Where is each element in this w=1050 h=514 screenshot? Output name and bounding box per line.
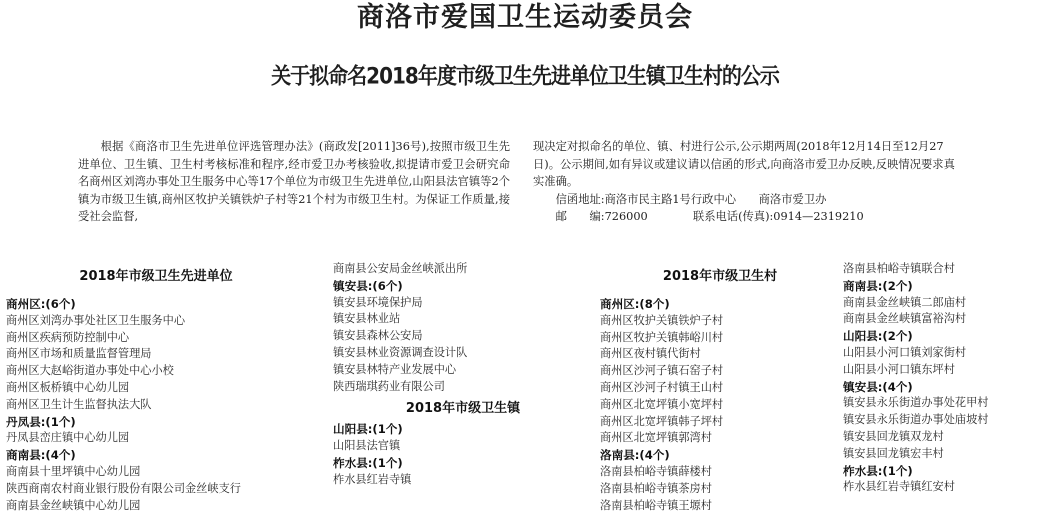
list-item: 商南县金丝峡镇中心幼儿园 bbox=[6, 498, 141, 512]
county-group-heading: 商州区:(8个) bbox=[600, 297, 670, 311]
list-item: 洛南县柏峪寺镇王塬村 bbox=[600, 498, 712, 512]
mailing-address: 信函地址:商洛市民主路1号行政中心 商洛市爱卫办 bbox=[555, 192, 827, 206]
list-item: 柞水县红岩寺镇 bbox=[333, 472, 412, 486]
list-item: 商州区刘湾办事处社区卫生服务中心 bbox=[6, 313, 186, 327]
intro-text: 根据《商洛市卫生先进单位评选管理办法》(商政发[2011]36号),按照市级卫生先进单位、卫生镇、卫生村考核标准和程序,经市爱卫办考核验收,拟提请市爱卫会研究命名商州区刘湾办事处卫生服务中心等17个单位为市级卫生先进单位,山阳县法官镇等2个镇为市级卫生镇,商州区牧护关镇铁炉子村等21个村为市级卫生村。为保证工作质量,接受社会监督, bbox=[78, 140, 510, 224]
list-column-3 bbox=[600, 261, 840, 514]
section-heading: 2018年市级卫生镇 bbox=[405, 401, 521, 417]
intro-paragraph-left bbox=[78, 138, 510, 226]
list-item: 商州区板桥镇中心幼儿园 bbox=[6, 380, 130, 394]
list-item: 商南县金丝峡镇富裕沟村 bbox=[843, 312, 967, 326]
list-item: 镇安县林业资源调查设计队 bbox=[333, 345, 468, 359]
list-item: 洛南县柏峪寺镇茶房村 bbox=[600, 481, 712, 495]
list-item: 商州区北宽坪镇郭湾村 bbox=[600, 431, 712, 445]
list-item: 商南县十里坪镇中心幼儿园 bbox=[6, 464, 141, 478]
list-item: 山阳县法官镇 bbox=[333, 439, 401, 453]
list-item: 洛南县柏峪寺镇薛楼村 bbox=[600, 464, 712, 478]
list-item: 商州区大赵峪街道办事处中心小校 bbox=[6, 364, 174, 378]
list-item: 商州区卫生计生监督执法大队 bbox=[6, 397, 152, 411]
county-group-heading: 柞水县:(1个) bbox=[843, 463, 913, 478]
county-group-heading: 商南县:(2个) bbox=[843, 278, 913, 293]
list-item: 镇安县林特产业发展中心 bbox=[333, 362, 457, 376]
list-item: 商州区牧护关镇韩峪川村 bbox=[600, 330, 724, 344]
section-heading: 2018年市级卫生村 bbox=[662, 269, 778, 284]
page-title: 关于拟命名2018年度市级卫生先进单位卫生镇卫生村的公示 bbox=[271, 62, 779, 90]
county-group-heading: 山阳县:(2个) bbox=[843, 329, 913, 344]
list-item: 镇安县永乐街道办事处花甲村 bbox=[843, 396, 989, 410]
intro-paragraph-right bbox=[533, 138, 963, 226]
county-group-heading: 镇安县:(6个) bbox=[333, 278, 403, 293]
list-item: 镇安县永乐街道办事处庙坡村 bbox=[843, 413, 989, 427]
list-item: 镇安县森林公安局 bbox=[333, 329, 423, 343]
list-item: 商州区牧护关镇铁炉子村 bbox=[600, 313, 724, 327]
section-heading: 2018年市级卫生先进单位 bbox=[79, 269, 233, 284]
county-group-heading: 山阳县:(1个) bbox=[333, 422, 403, 437]
list-item: 商州区市场和质量监督管理局 bbox=[6, 347, 152, 361]
list-column-1 bbox=[6, 261, 306, 514]
county-group-heading: 镇安县:(4个) bbox=[843, 379, 913, 394]
list-column-2 bbox=[333, 261, 593, 489]
county-group-heading: 柞水县:(1个) bbox=[333, 455, 403, 470]
county-group-heading: 商州区:(6个) bbox=[6, 297, 76, 311]
list-item: 商州区夜村镇代街村 bbox=[600, 347, 701, 361]
list-item: 陕西瑞琪药业有限公司 bbox=[333, 379, 445, 393]
list-item: 镇安县林业站 bbox=[333, 312, 401, 326]
list-item: 镇安县回龙镇宏丰村 bbox=[843, 446, 944, 460]
county-group-heading: 商南县:(4个) bbox=[6, 448, 76, 463]
list-item: 商南县金丝峡镇二郎庙村 bbox=[843, 295, 967, 309]
list-item: 柞水县红岩寺镇红安村 bbox=[843, 480, 955, 494]
list-item: 商州区沙河子村镇王山村 bbox=[600, 380, 724, 394]
list-item: 镇安县回龙镇双龙村 bbox=[843, 429, 944, 443]
list-item: 商南县公安局金丝峡派出所 bbox=[333, 262, 468, 275]
issuing-organization: 商洛市爱国卫生运动委员会 bbox=[357, 2, 693, 33]
list-item: 商州区北宽坪镇小宽坪村 bbox=[600, 397, 724, 411]
postcode-phone: 邮 编:726000 联系电话(传真):0914—2319210 bbox=[555, 210, 864, 224]
intro-text-continued: 现决定对拟命名的单位、镇、村进行公示,公示期两周(2018年12月14日至12月27日)。公示期间,如有异议或建议请以信函的形式,向商洛市爱卫办反映,反映情况要求真实准确。 bbox=[533, 140, 955, 189]
county-group-heading: 丹凤县:(1个) bbox=[6, 414, 76, 429]
list-column-4 bbox=[843, 261, 1043, 496]
list-item: 洛南县柏峪寺镇联合村 bbox=[843, 262, 955, 275]
list-item: 丹凤县峦庄镇中心幼儿园 bbox=[6, 431, 130, 445]
list-item: 陕西商南农村商业银行股份有限公司金丝峡支行 bbox=[6, 481, 241, 495]
list-item: 商州区沙河子镇石窑子村 bbox=[600, 364, 724, 378]
list-item: 镇安县环境保护局 bbox=[333, 295, 423, 309]
list-item: 山阳县小河口镇刘家街村 bbox=[843, 345, 967, 359]
list-item: 山阳县小河口镇东坪村 bbox=[843, 362, 955, 376]
list-item: 商州区北宽坪镇韩子坪村 bbox=[600, 414, 724, 428]
county-group-heading: 洛南县:(4个) bbox=[600, 448, 670, 463]
list-item: 商州区疾病预防控制中心 bbox=[6, 330, 130, 344]
